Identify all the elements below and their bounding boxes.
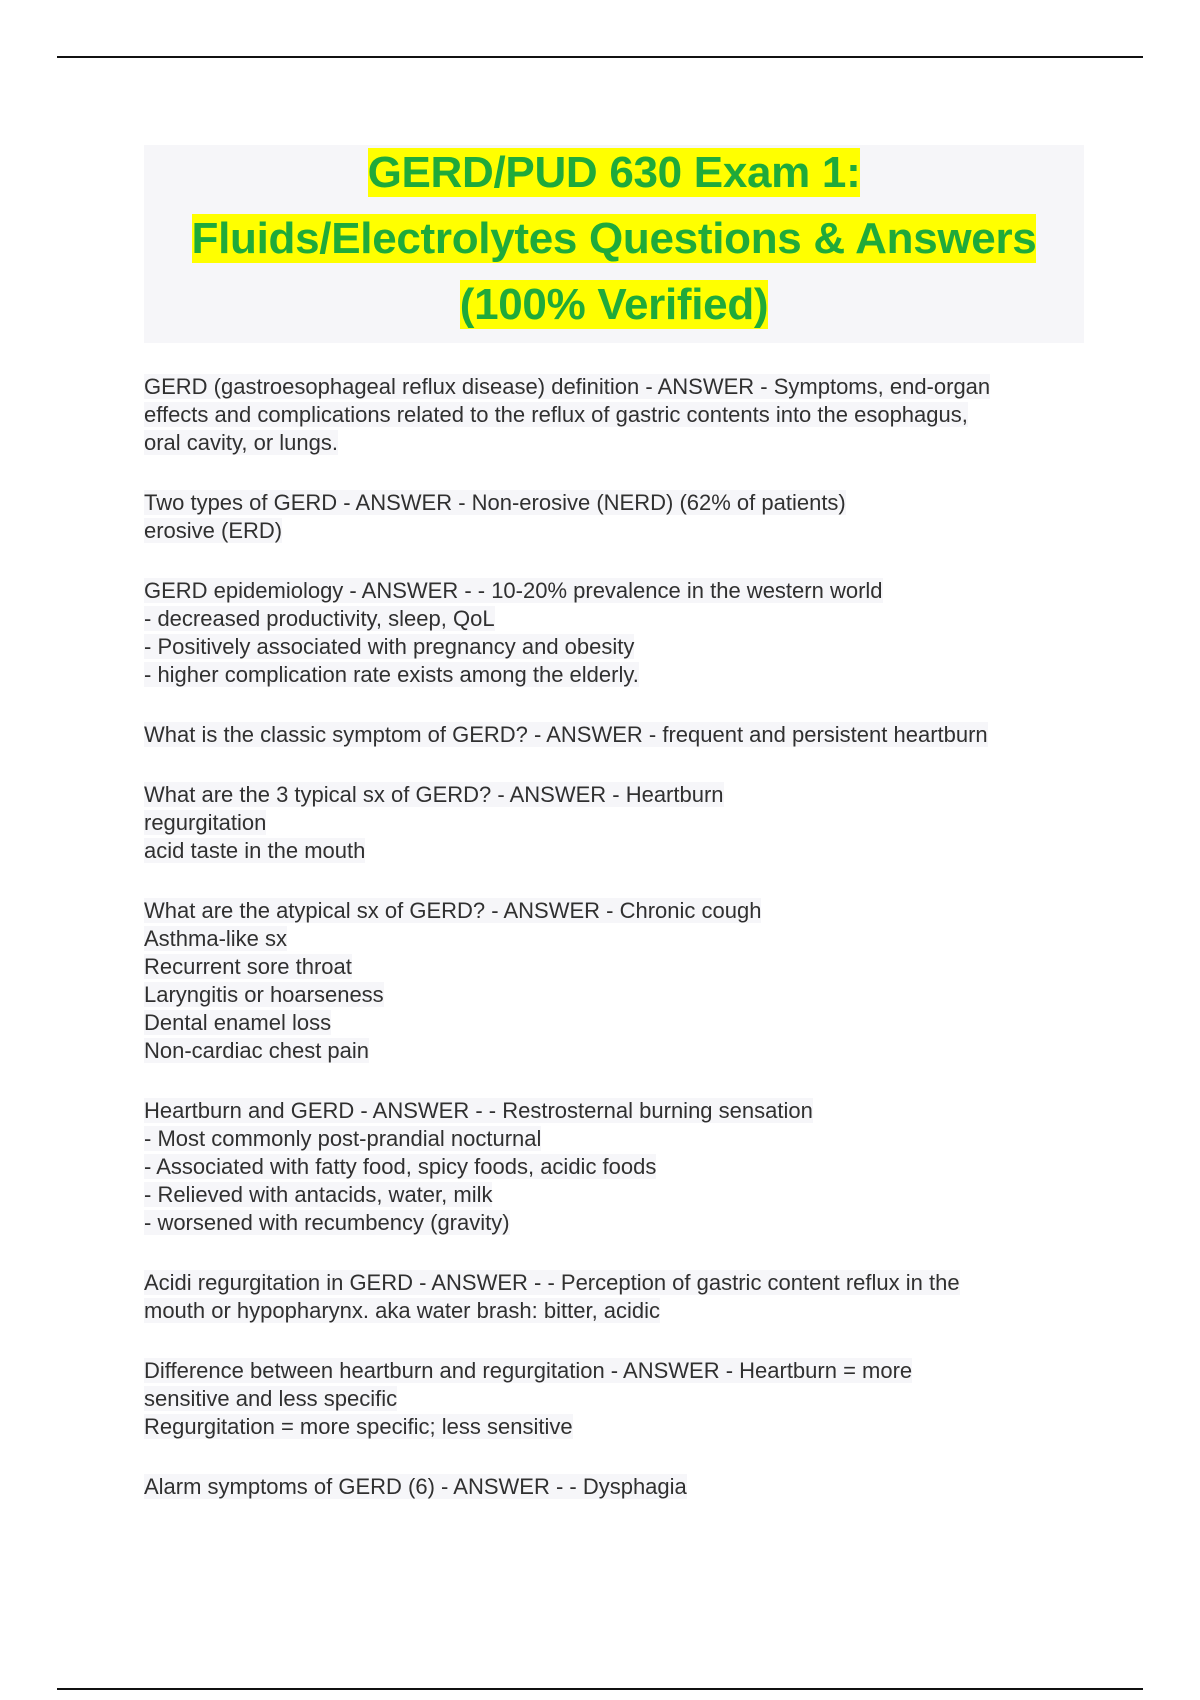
qa-entry xyxy=(144,373,1084,457)
qa-line xyxy=(144,1037,1084,1065)
qa-line xyxy=(144,781,1084,809)
qa-line-text: Alarm symptoms of GERD (6) - ANSWER - - Dysphagia xyxy=(144,1474,687,1499)
top-rule xyxy=(57,56,1143,58)
qa-line xyxy=(144,925,1084,953)
qa-line-text: erosive (ERD) xyxy=(144,518,283,543)
qa-line xyxy=(144,1357,1084,1385)
qa-line-text: mouth or hypopharynx. aka water brash: bitter, acidic xyxy=(144,1298,661,1323)
qa-line-text: What are the 3 typical sx of GERD? - ANSWER - Heartburn xyxy=(144,782,724,807)
qa-entry xyxy=(144,1097,1084,1237)
qa-entry xyxy=(144,489,1084,545)
qa-line-text: Difference between heartburn and regurgitation - ANSWER - Heartburn = more xyxy=(144,1358,913,1383)
qa-line-text: Asthma-like sx xyxy=(144,926,288,951)
qa-line-text: Heartburn and GERD - ANSWER - - Restrosternal burning sensation xyxy=(144,1098,813,1123)
qa-line-text: What are the atypical sx of GERD? - ANSWER - Chronic cough xyxy=(144,898,762,923)
qa-line xyxy=(144,981,1084,1009)
qa-line xyxy=(144,605,1084,633)
qa-line-text: sensitive and less specific xyxy=(144,1386,398,1411)
qa-entry xyxy=(144,1357,1084,1441)
qa-line-text: acid taste in the mouth xyxy=(144,838,366,863)
qa-line-text: effects and complications related to the reflux of gastric contents into the esophagus, xyxy=(144,402,968,427)
qa-line xyxy=(144,1009,1084,1037)
qa-line xyxy=(144,1097,1084,1125)
title-line-1: GERD/PUD 630 Exam 1: xyxy=(367,148,861,197)
qa-line xyxy=(144,517,1084,545)
qa-line-text: Non-cardiac chest pain xyxy=(144,1038,370,1063)
qa-line xyxy=(144,721,1084,749)
qa-line xyxy=(144,1297,1084,1325)
qa-entry xyxy=(144,1473,1084,1501)
qa-line-text: Acidi regurgitation in GERD - ANSWER - - Perception of gastric content reflux in the xyxy=(144,1270,960,1295)
qa-line-text: regurgitation xyxy=(144,810,267,835)
qa-line-text: Two types of GERD - ANSWER - Non-erosive (NERD) (62% of patients) xyxy=(144,490,846,515)
qa-line-text: - worsened with recumbency (gravity) xyxy=(144,1210,510,1235)
qa-line-text: Laryngitis or hoarseness xyxy=(144,982,384,1007)
qa-line xyxy=(144,401,1084,429)
qa-entry xyxy=(144,1269,1084,1325)
qa-line xyxy=(144,1153,1084,1181)
qa-entry xyxy=(144,721,1084,749)
qa-line-text: Dental enamel loss xyxy=(144,1010,332,1035)
qa-entry xyxy=(144,897,1084,1065)
qa-line xyxy=(144,1413,1084,1441)
bottom-rule xyxy=(57,1688,1143,1690)
qa-line-text: - Positively associated with pregnancy and obesity xyxy=(144,634,635,659)
qa-line-text: GERD (gastroesophageal reflux disease) definition - ANSWER - Symptoms, end-organ xyxy=(144,374,991,399)
qa-entry xyxy=(144,781,1084,865)
qa-line xyxy=(144,837,1084,865)
document-body xyxy=(144,145,1084,1533)
qa-line-text: What is the classic symptom of GERD? - ANSWER - frequent and persistent heartburn xyxy=(144,722,988,747)
qa-line-text: - decreased productivity, sleep, QoL xyxy=(144,606,495,631)
qa-line xyxy=(144,1473,1084,1501)
qa-line xyxy=(144,1269,1084,1297)
document-title xyxy=(144,145,1084,343)
title-line-2: Fluids/Electrolytes Questions & Answers xyxy=(191,214,1037,263)
qa-line xyxy=(144,373,1084,401)
qa-line-text: - Associated with fatty food, spicy foods, acidic foods xyxy=(144,1154,657,1179)
qa-line xyxy=(144,489,1084,517)
qa-line-text: oral cavity, or lungs. xyxy=(144,430,339,455)
qa-line xyxy=(144,1181,1084,1209)
qa-line xyxy=(144,633,1084,661)
qa-line xyxy=(144,809,1084,837)
qa-line xyxy=(144,577,1084,605)
qa-line xyxy=(144,661,1084,689)
qa-line xyxy=(144,1209,1084,1237)
title-line-3: (100% Verified) xyxy=(459,280,769,329)
qa-line xyxy=(144,429,1084,457)
qa-line xyxy=(144,1125,1084,1153)
qa-line-text: - higher complication rate exists among the elderly. xyxy=(144,662,639,687)
qa-line-text: Regurgitation = more specific; less sensitive xyxy=(144,1414,573,1439)
qa-list xyxy=(144,373,1084,1501)
qa-line-text: - Relieved with antacids, water, milk xyxy=(144,1182,493,1207)
qa-line-text: Recurrent sore throat xyxy=(144,954,352,979)
qa-line xyxy=(144,953,1084,981)
qa-line xyxy=(144,897,1084,925)
qa-entry xyxy=(144,577,1084,689)
qa-line-text: - Most commonly post-prandial nocturnal xyxy=(144,1126,542,1151)
qa-line-text: GERD epidemiology - ANSWER - - 10-20% prevalence in the western world xyxy=(144,578,883,603)
qa-line xyxy=(144,1385,1084,1413)
